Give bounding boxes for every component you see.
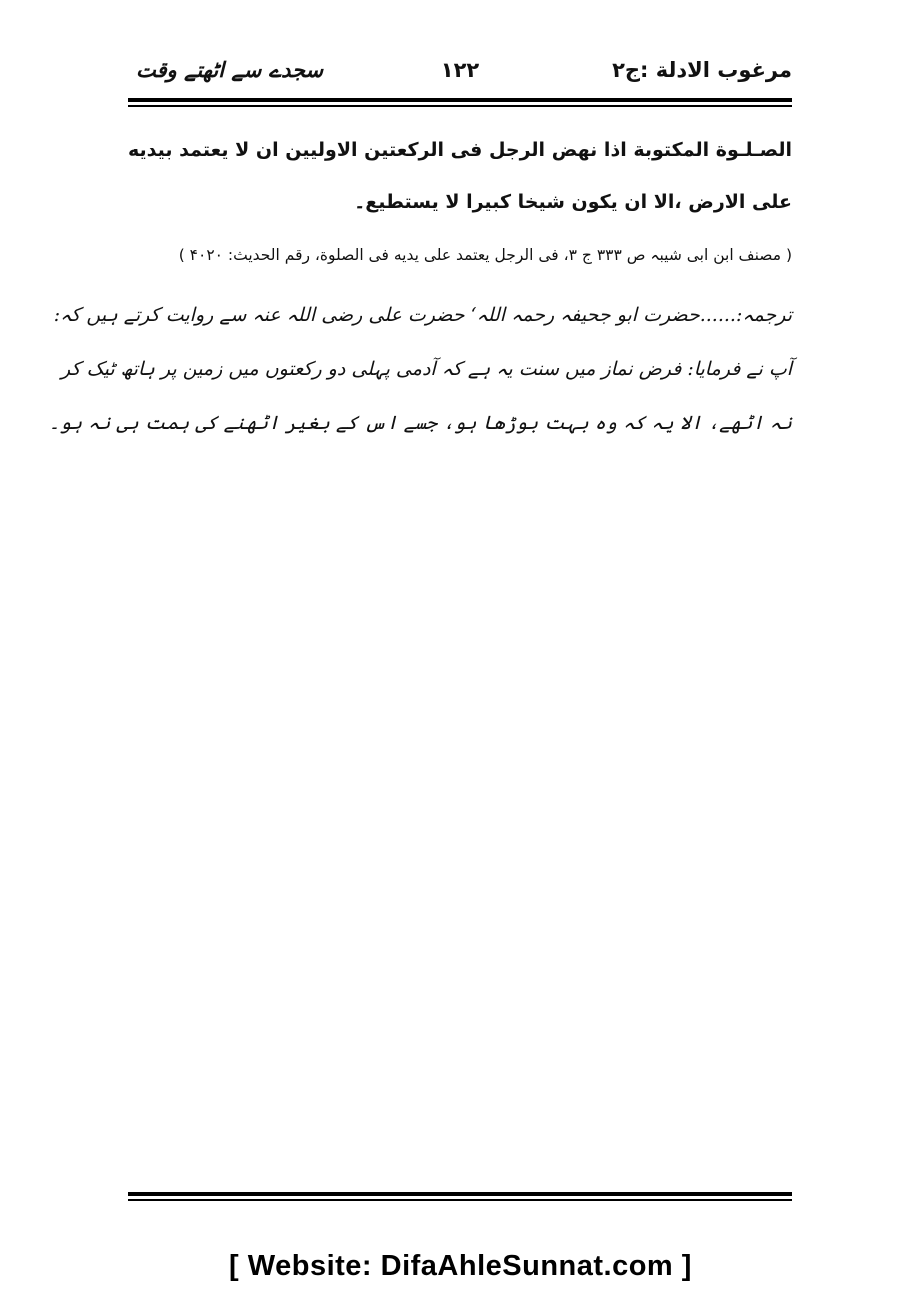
footer-divider-thick [128, 1192, 792, 1196]
arabic-hadith-text: الصـلـوة المكتوبة اذا نهض الرجل فی الركعتين الاوليين ان لا يعتمد بيديه على الارض ،الا ان يكون شيخا كبيرا لا يستطيع۔ [128, 139, 792, 213]
page-header [128, 52, 792, 92]
translation-line: آپ نے فرمایا: فرض نماز میں سنت یہ ہے کہ آدمی پہلی دو رکعتوں میں زمین پر ہاتھ ٹیک کر [61, 358, 792, 380]
translation-line: نہ اٹھے، الا یہ کہ وہ بہت بوڑھا ہو، جسے اس کے بغیر اٹھنے کی ہمت ہی نہ ہو۔ [48, 412, 792, 434]
book-title: مرغوب الادلة :ج۲ [612, 58, 792, 82]
website-footer: [ Website: DifaAhleSunnat.com ] [229, 1250, 692, 1282]
translation-line: ترجمہ:......حضرت ابو جحیفہ رحمہ اللہ‘ حضرت علی رضی اللہ عنہ سے روایت کرتے ہیں کہ: [53, 304, 792, 326]
footer-divider-thin [128, 1199, 792, 1201]
hadith-reference: ( مصنف ابن ابی شیبہ ص ۳۳۳ ج ۳، فی الرجل يعتمد علی يديه فی الصلوة، رقم الحديث: ۴۰۲۰ ) [178, 246, 792, 264]
chapter-title: سجدے سے اٹھتے وقت [136, 58, 324, 82]
header-divider-thick [128, 98, 792, 102]
page-number: ۱۲۲ [440, 58, 480, 82]
header-divider-thin [128, 105, 792, 107]
urdu-translation [48, 288, 792, 450]
